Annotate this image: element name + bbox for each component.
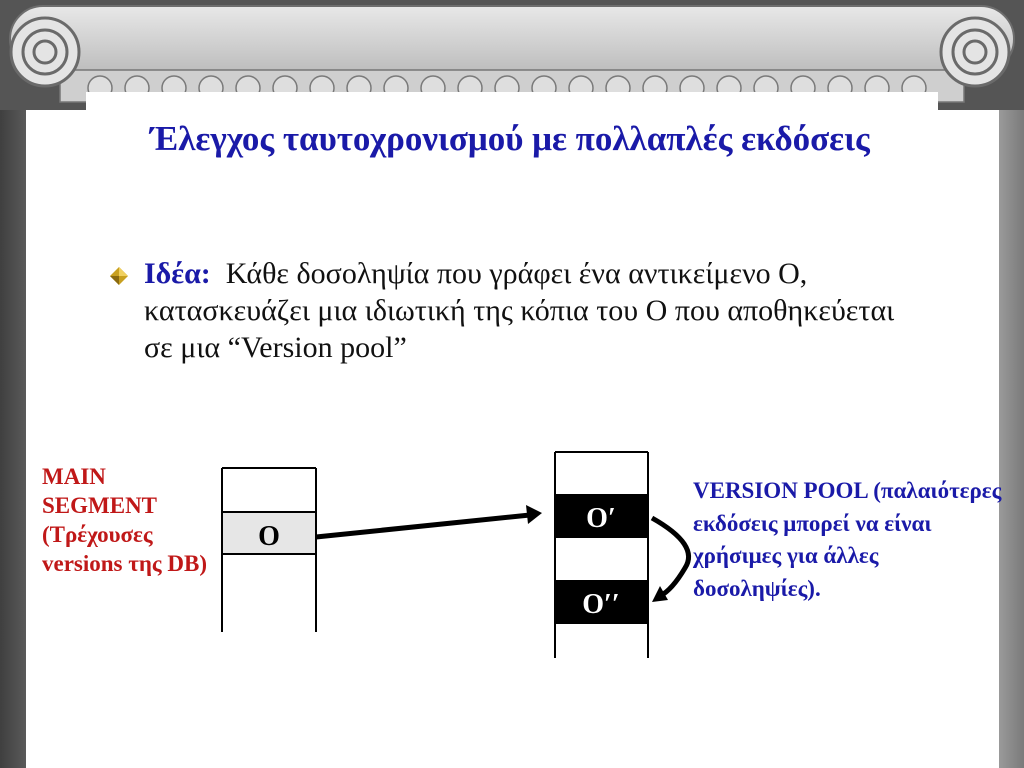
version-link-arrow [652, 518, 689, 602]
pool-object-label-2: O′′ [582, 589, 620, 620]
main-object-label: O [258, 521, 280, 552]
slide-title: Έλεγχος ταυτοχρονισμού με πολλαπλές εκδόσεις [150, 119, 870, 158]
version-pool-label: VERSION POOL (παλαιότερες εκδόσεις μπορεί να είναι χρήσιμες για άλλες δοσοληψίες). [693, 478, 1002, 601]
idea-description: Κάθε δοσοληψία που γράφει ένα αντικείμενο Ο, κατασκευάζει μια ιδιωτική της κόπια του Ο που αποθηκεύεται σε μια “Version pool” [144, 257, 895, 364]
version-pool-stack [555, 452, 648, 658]
main-segment-stack [222, 468, 316, 632]
pool-object-label-1: O′ [586, 503, 616, 534]
idea-label: Ιδέα: [144, 257, 211, 290]
copy-arrow [316, 505, 542, 537]
main-segment-label: MAIN SEGMENT (Τρέχουσες versions της DB) [42, 464, 207, 576]
